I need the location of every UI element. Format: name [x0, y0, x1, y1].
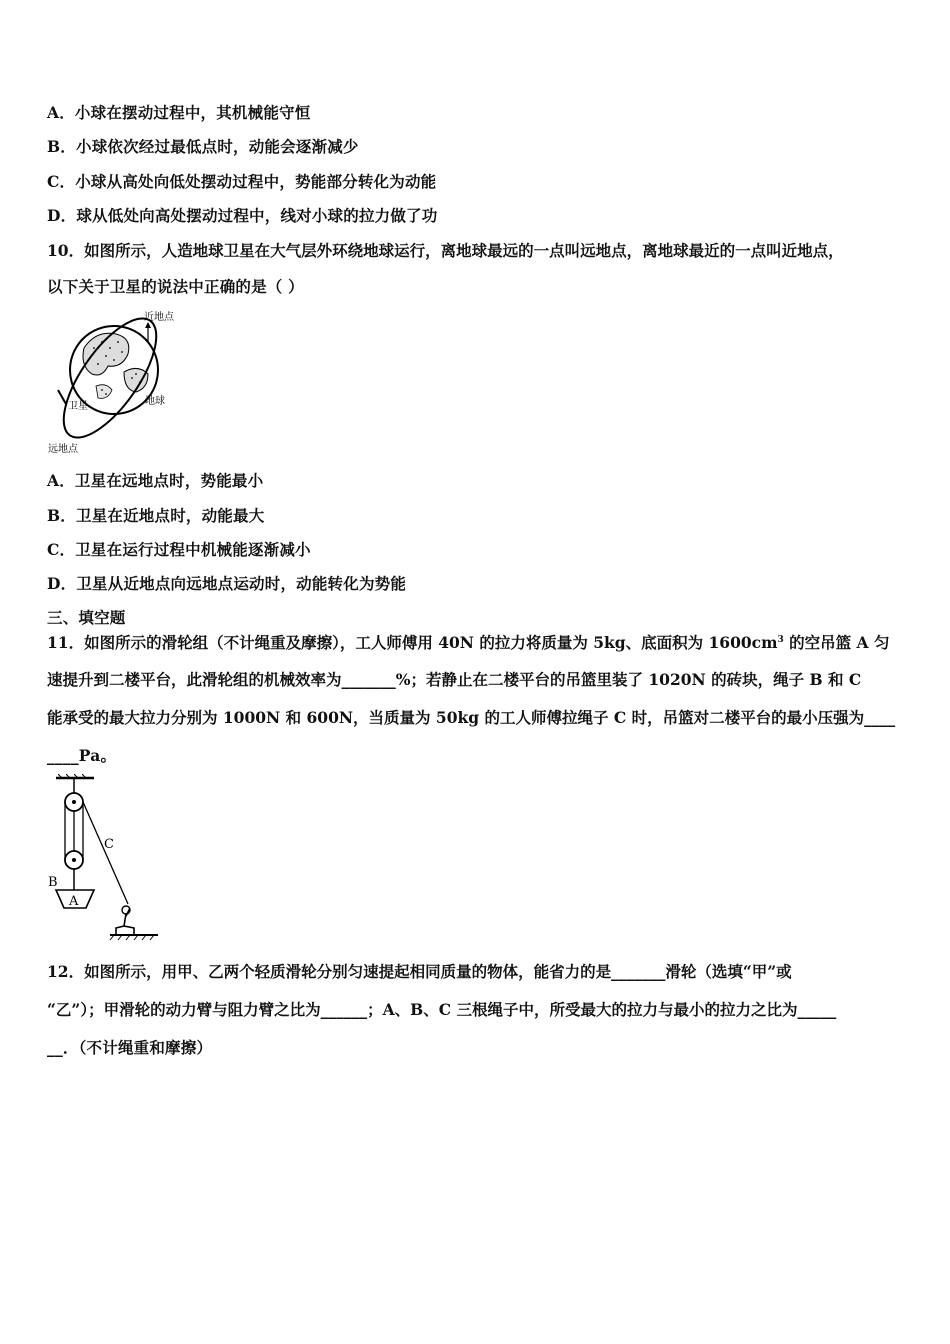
satellite-icon: [58, 390, 66, 404]
q11-line3: 能承受的最大拉力分别为 1000N 和 600N，当质量为 50kg 的工人师傅拉绳子 C 时，吊篮对二楼平台的最小压强为____: [47, 708, 896, 727]
movable-pulley-axle: [72, 858, 76, 862]
perigee-label: 近地点: [144, 312, 174, 323]
q9-option-a: A．小球在摆动过程中，其机械能守恒: [47, 103, 311, 122]
section-title: 三、填空题: [47, 608, 126, 627]
earth-label: 地球: [145, 396, 165, 407]
q12-line3: __．（不计绳重和摩擦）: [47, 1038, 213, 1057]
q10-stem-line2: 以下关于卫星的说法中正确的是（ ）: [47, 277, 304, 296]
q11-line4: ____Pa。: [47, 746, 117, 765]
pulley-system-figure: [44, 774, 170, 942]
q11-line1-text-a: 11．如图所示的滑轮组（不计绳重及摩擦），工人师傅用 40N 的拉力将质量为 5kg、底面积为 1600cm: [47, 633, 778, 652]
rope-b-label: B: [48, 875, 58, 890]
q10-option-a: A．卫星在远地点时，势能最小: [47, 471, 264, 490]
q10-stem-line1: 10．如图所示，人造地球卫星在大气层外环绕地球运行，离地球最远的一点叫远地点，离地球最近的一点叫近地点，: [47, 241, 844, 260]
q11-line1: [47, 631, 889, 653]
q9-option-d: D．球从低处向高处摆动过程中，线对小球的拉力做了功: [47, 206, 438, 225]
apogee-label: 远地点: [48, 444, 78, 455]
q9-option-b: B．小球依次经过最低点时，动能会逐渐减少: [47, 137, 359, 156]
satellite-label: 卫星: [68, 401, 88, 412]
basket-label: A: [69, 894, 79, 909]
q11-superscript: 3: [777, 634, 784, 645]
q12-line1: 12．如图所示，用甲、乙两个轻质滑轮分别匀速提起相同质量的物体，能省力的是_______滑轮（选填“甲”或: [47, 962, 792, 981]
q12-line2: “乙”）；甲滑轮的动力臂与阻力臂之比为______；A、B、C 三根绳子中，所受最大的拉力与最小的拉力之比为_____: [47, 1000, 837, 1019]
satellite-orbit-figure: [44, 308, 184, 460]
fixed-pulley-axle: [72, 800, 76, 804]
rope-c: [83, 802, 128, 904]
rope-c-label: C: [104, 837, 114, 852]
q10-option-b: B．卫星在近地点时，动能最大: [47, 506, 265, 525]
q11-line1-text-b: 的空吊篮 A 匀: [783, 633, 890, 652]
q11-line2: 速提升到二楼平台，此滑轮组的机械效率为_______%；若静止在二楼平台的吊篮里装了 1020N 的砖块，绳子 B 和 C: [47, 670, 862, 689]
q10-option-c: C．卫星在运行过程中机械能逐渐减小: [47, 540, 311, 559]
q9-option-c: C．小球从高处向低处摆动过程中，势能部分转化为动能: [47, 172, 437, 191]
q10-option-d: D．卫星从近地点向远地点运动时，动能转化为势能: [47, 574, 407, 593]
